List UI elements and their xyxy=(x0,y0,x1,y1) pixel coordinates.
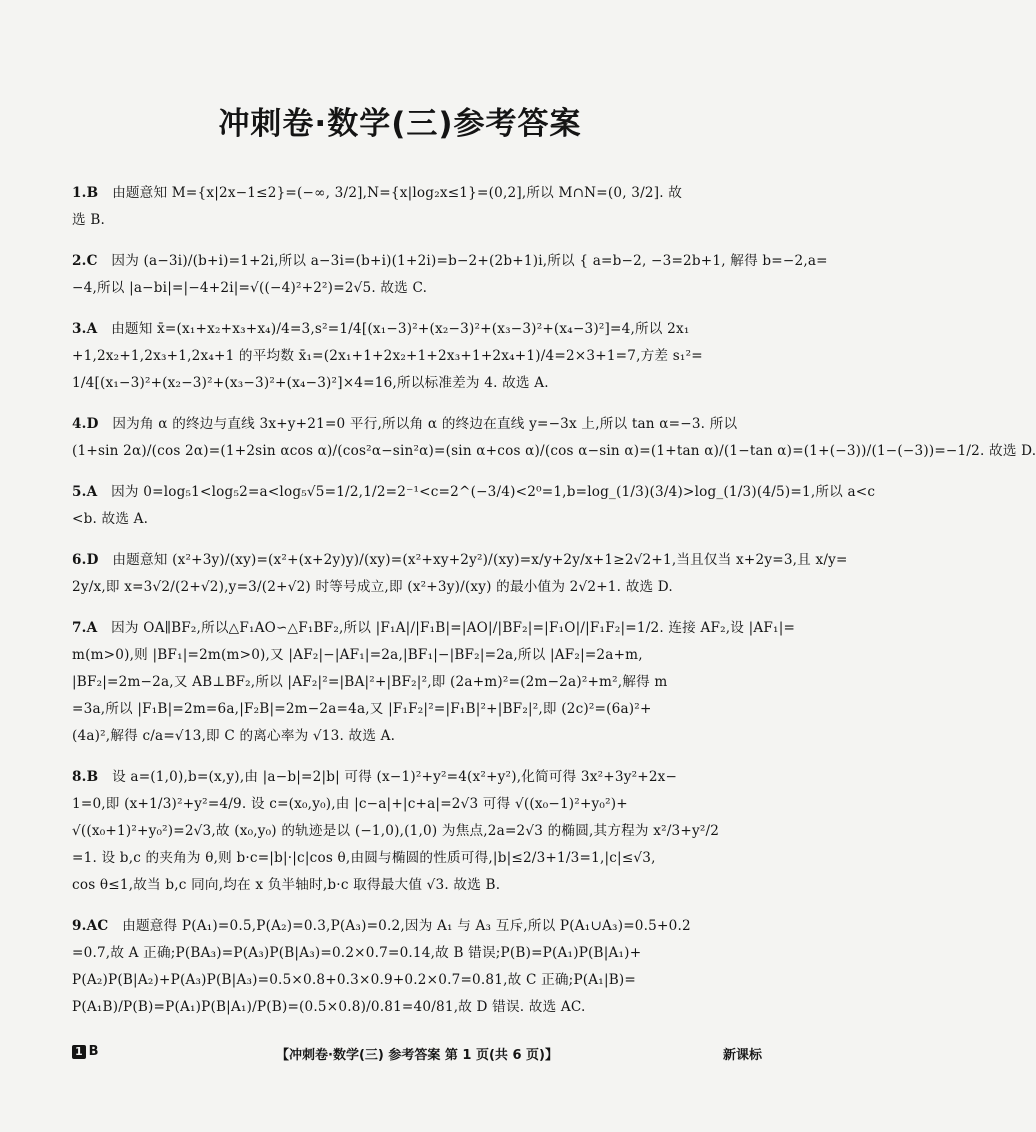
answer-choice: A xyxy=(86,484,98,500)
answer-line xyxy=(72,207,762,234)
footer-curriculum-label: 新课标 xyxy=(722,1048,762,1063)
question-number: 1. xyxy=(72,185,87,201)
solution-text: 由题意知 M={x|2x−1≤2}=(−∞, 3/2],N={x|log₂x≤1}=(0,2],所以 M∩N=(0, 3/2]. 故 xyxy=(112,185,683,201)
answer-line xyxy=(72,479,876,506)
answer-line xyxy=(72,764,762,791)
answer-line xyxy=(72,723,762,750)
page-title: 冲刺卷·数学(三)参考答案 xyxy=(218,106,582,142)
solution-text: 因为 (a−3i)/(b+i)=1+2i,所以 a−3i=(b+i)(1+2i)=b−2+(2b+1)i,所以 { a=b−2, −3=2b+1, 解得 b=−2,a= xyxy=(111,253,828,269)
footer-edition-code: B xyxy=(88,1044,99,1059)
answer-line xyxy=(72,615,796,642)
answer-choice: D xyxy=(86,552,99,568)
answer-line xyxy=(72,343,762,370)
solution-text: 由题意知 (x²+3y)/(xy)=(x²+(x+2y)y)/(xy)=(x²+xy+2y²)/(xy)=x/y+2y/x+1≥2√2+1,当且仅当 x+2y=3,且 x/y= xyxy=(112,552,848,568)
solution-text: m(m>0),则 |BF₁|=2m(m>0),又 |AF₂|−|AF₁|=2a,|BF₁|−|BF₂|=2a,所以 |AF₂|=2a+m, xyxy=(72,647,643,663)
question-number: 6. xyxy=(72,552,87,568)
solution-text: 1=0,即 (x+1/3)²+y²=4/9. 设 c=(x₀,y₀),由 |c−a|+|c+a|=2√3 可得 √((x₀−1)²+y₀²)+ xyxy=(72,796,628,812)
answer-line xyxy=(72,913,762,940)
solution-text: (4a)²,解得 c/a=√13,即 C 的离心率为 √13. 故选 A. xyxy=(72,728,396,744)
answer-line xyxy=(72,370,762,397)
solution-text: 1/4[(x₁−3)²+(x₂−3)²+(x₃−3)²+(x₄−3)²]×4=16,所以标准差为 4. 故选 A. xyxy=(72,375,549,391)
solution-text: −4,所以 |a−bi|=|−4+2i|=√((−4)²+2²)=2√5. 故选 C. xyxy=(72,280,428,296)
answer-item xyxy=(72,479,876,533)
question-number: 5. xyxy=(72,484,87,500)
answer-line xyxy=(72,845,762,872)
answer-choice: C xyxy=(86,253,98,269)
solution-text: 2y/x,即 x=3√2/(2+√2),y=3/(2+√2) 时等号成立,即 (x²+3y)/(xy) 的最小值为 2√2+1. 故选 D. xyxy=(72,579,673,595)
question-number: 9. xyxy=(72,918,87,934)
solution-text: √((x₀+1)²+y₀²)=2√3,故 (x₀,y₀) 的轨迹是以 (−1,0),(1,0) 为焦点,2a=2√3 的椭圆,其方程为 x²/3+y²/2 xyxy=(72,823,720,839)
question-number: 4. xyxy=(72,416,87,432)
answer-item xyxy=(72,615,796,750)
answer-line xyxy=(72,574,762,601)
answer-line xyxy=(72,316,762,343)
answer-list xyxy=(72,180,1036,1035)
answer-choice: B xyxy=(86,185,99,201)
question-number: 2. xyxy=(72,253,87,269)
answer-line xyxy=(72,967,762,994)
answer-item xyxy=(72,764,762,899)
solution-text: 选 B. xyxy=(72,212,106,228)
answer-line xyxy=(72,248,828,275)
answer-item xyxy=(72,248,828,302)
solution-text: =0.7,故 A 正确;P(BA₃)=P(A₃)P(B|A₃)=0.2×0.7=0.14,故 B 错误;P(B)=P(A₁)P(B|A₁)+ xyxy=(72,945,642,961)
answer-item xyxy=(72,411,1036,465)
solution-text: 因为 OA∥BF₂,所以△F₁AO∽△F₁BF₂,所以 |F₁A|/|F₁B|=|AO|/|BF₂|=|F₁O|/|F₁F₂|=1/2. 连接 AF₂,设 |AF₁|= xyxy=(111,620,796,636)
solution-text: =3a,所以 |F₁B|=2m=6a,|F₂B|=2m−2a=4a,又 |F₁F₂|²=|F₁B|²+|BF₂|²,即 (2c)²=(6a)²+ xyxy=(72,701,652,717)
solution-text: 设 a=(1,0),b=(x,y),由 |a−b|=2|b| 可得 (x−1)²+y²=4(x²+y²),化简可得 3x²+3y²+2x− xyxy=(112,769,678,785)
solution-text: 因为 0=log₅1<log₅2=a<log₅√5=1/2,1/2=2⁻¹<c=2^(−3/4)<2⁰=1,b=log_(1/3)(3/4)>log_(1/3)(4/5)=1,所以 a<c xyxy=(111,484,876,500)
answer-choice: AC xyxy=(86,918,109,934)
answer-line xyxy=(72,275,762,302)
solution-text: 由题意得 P(A₁)=0.5,P(A₂)=0.3,P(A₃)=0.2,因为 A₁ 与 A₃ 互斥,所以 P(A₁∪A₃)=0.5+0.2 xyxy=(122,918,691,934)
solution-text: <b. 故选 A. xyxy=(72,511,149,527)
solution-text: (1+sin 2α)/(cos 2α)=(1+2sin αcos α)/(cos²α−sin²α)=(sin α+cos α)/(cos α−sin α)=(1+tan α)/(1−tan α)=(1+(−3))/(1−(−3))=−1/2. 故选 D. xyxy=(72,443,1036,459)
answer-line xyxy=(72,940,762,967)
answer-line xyxy=(72,411,762,438)
answer-line xyxy=(72,994,762,1021)
answer-line xyxy=(72,506,762,533)
solution-text: 由题知 x̄=(x₁+x₂+x₃+x₄)/4=3,s²=1/4[(x₁−3)²+(x₂−3)²+(x₃−3)²+(x₄−3)²]=4,所以 2x₁ xyxy=(111,321,690,337)
answer-line xyxy=(72,818,762,845)
answer-line xyxy=(72,547,848,574)
question-number: 8. xyxy=(72,769,87,785)
footer-page-info: 【冲刺卷·数学(三) 参考答案 第 1 页(共 6 页)】 xyxy=(276,1048,558,1063)
answer-line xyxy=(72,438,1036,465)
answer-line xyxy=(72,642,762,669)
solution-text: 因为角 α 的终边与直线 3x+y+21=0 平行,所以角 α 的终边在直线 y=−3x 上,所以 tan α=−3. 所以 xyxy=(112,416,738,432)
answer-choice: B xyxy=(86,769,99,785)
answer-line xyxy=(72,872,762,899)
answer-choice: A xyxy=(86,620,98,636)
answer-item xyxy=(72,913,762,1021)
answer-line xyxy=(72,180,762,207)
answer-line xyxy=(72,669,762,696)
answer-choice: A xyxy=(86,321,98,337)
solution-text: P(A₂)P(B|A₂)+P(A₃)P(B|A₃)=0.5×0.8+0.3×0.9+0.2×0.7=0.81,故 C 正确;P(A₁|B)= xyxy=(72,972,637,988)
solution-text: |BF₂|=2m−2a,又 AB⊥BF₂,所以 |AF₂|²=|BA|²+|BF₂|²,即 (2a+m)²=(2m−2a)²+m²,解得 m xyxy=(72,674,668,690)
solution-text: =1. 设 b,c 的夹角为 θ,则 b·c=|b|·|c|cos θ,由圆与椭圆的性质可得,|b|≤2/3+1/3=1,|c|≤√3, xyxy=(72,850,656,866)
solution-text: P(A₁B)/P(B)=P(A₁)P(B|A₁)/P(B)=(0.5×0.8)/0.81=40/81,故 D 错误. 故选 AC. xyxy=(72,999,586,1015)
answer-item xyxy=(72,547,848,601)
answer-line xyxy=(72,791,762,818)
answer-item xyxy=(72,316,762,397)
solution-text: cos θ≤1,故当 b,c 同向,均在 x 负半轴时,b·c 取得最大值 √3. 故选 B. xyxy=(72,877,501,893)
answer-choice: D xyxy=(86,416,99,432)
footer-page-badge: 1 xyxy=(72,1045,86,1059)
solution-text: +1,2x₂+1,2x₃+1,2x₄+1 的平均数 x̄₁=(2x₁+1+2x₂+1+2x₃+1+2x₄+1)/4=2×3+1=7,方差 s₁²= xyxy=(72,348,703,364)
question-number: 3. xyxy=(72,321,87,337)
question-number: 7. xyxy=(72,620,87,636)
answer-item xyxy=(72,180,762,234)
answer-line xyxy=(72,696,762,723)
page-footer xyxy=(72,1044,762,1068)
